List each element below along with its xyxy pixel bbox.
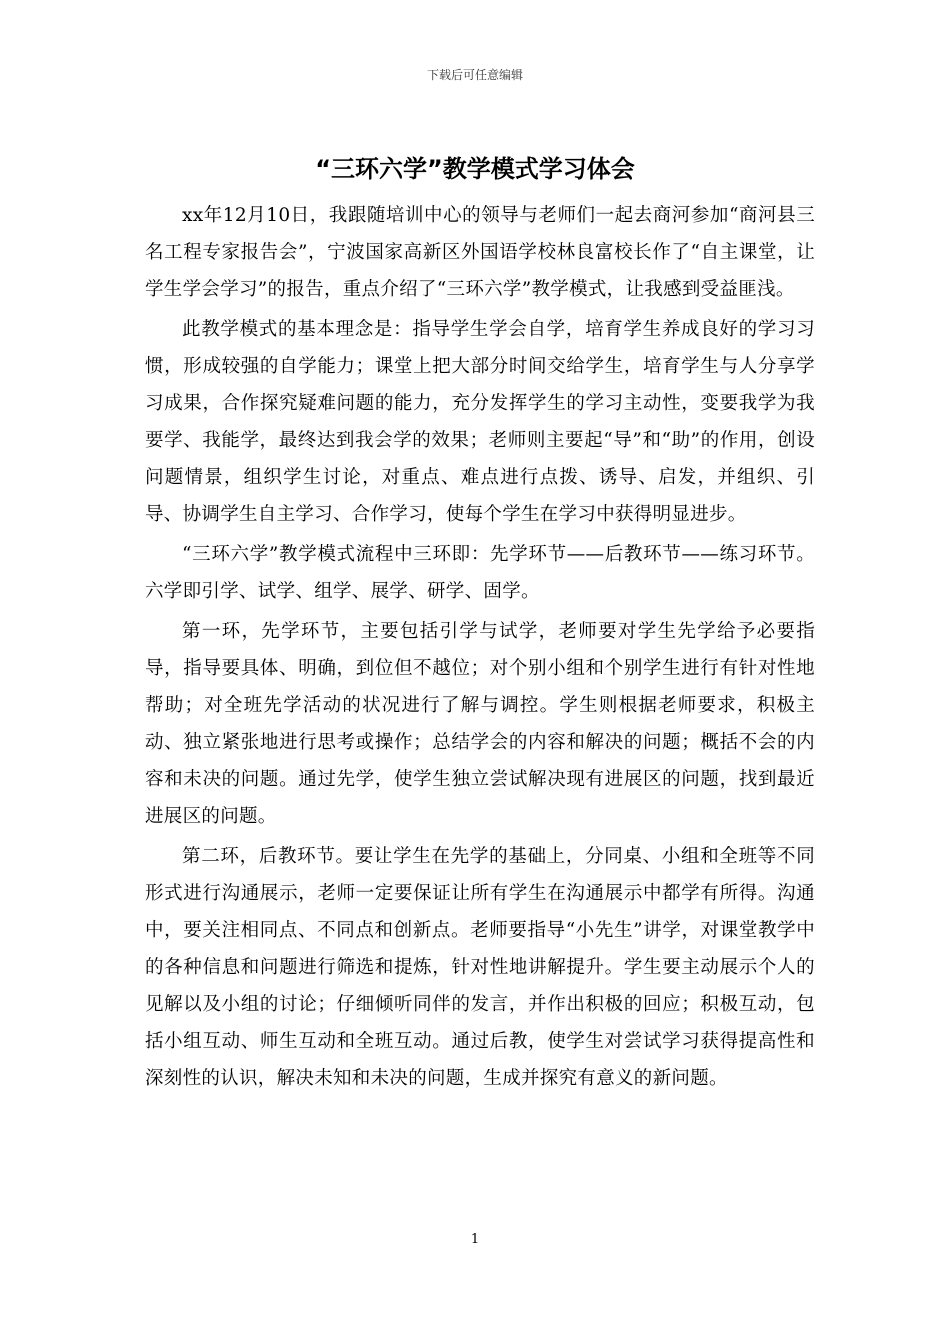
paragraph-3: “三环六学”教学模式流程中三环即：先学环节——后教环节——练习环节。六学即引学、试学、组学、展学、研学、固学。 xyxy=(145,544,815,602)
paragraph-4: 第一环，先学环节，主要包括引学与试学，老师要对学生先学给予必要指导，指导要具体、明确，到位但不越位；对个别小组和个别学生进行有针对性地帮助；对全班先学活动的状况进行了解与调控。学生则根据老师要求，积极主动、独立紧张地进行思考或操作；总结学会的内容和解决的问题；概括不会的内容和未决的问题。通过先学，使学生独立尝试解决现有进展区的问题，找到最近进展区的问题。 xyxy=(145,621,815,827)
document-title: “三环六学”教学模式学习体会 xyxy=(315,155,635,183)
paragraph-1: xx年12月10日，我跟随培训中心的领导与老师们一起去商河参加“商河县三名工程专家报告会”，宁波国家高新区外国语学校林良富校长作了“自主课堂，让学生学会学习”的报告，重点介绍了“三环六学”教学模式，让我感到受益匪浅。 xyxy=(145,205,815,300)
paragraph-2: 此教学模式的基本理念是：指导学生学会自学，培育学生养成良好的学习习惯，形成较强的自学能力；课堂上把大部分时间交给学生，培育学生与人分享学习成果，合作探究疑难问题的能力，充分发挥学生的学习主动性，变要我学为我要学、我能学，最终达到我会学的效果；老师则主要起“导”和“助”的作用，创设问题情景，组织学生讨论，对重点、难点进行点拨、诱导、启发，并组织、引导、协调学生自主学习、合作学习，使每个学生在学习中获得明显进步。 xyxy=(145,319,815,525)
page-header: 下载后可任意编辑 xyxy=(426,68,523,82)
document-body xyxy=(145,197,815,1100)
paragraph-5: 第二环，后教环节。要让学生在先学的基础上，分同桌、小组和全班等不同形式进行沟通展示，老师一定要保证让所有学生在沟通展示中都学有所得。沟通中，要关注相同点、不同点和创新点。老师要指导“小先生”讲学，对课堂教学中的各种信息和问题进行筛选和提炼，针对性地讲解提升。学生要主动展示个人的见解以及小组的讨论；仔细倾听同伴的发言，并作出积极的回应；积极互动，包括小组互动、师生互动和全班互动。通过后教，使学生对尝试学习获得提高性和深刻性的认识，解决未知和未决的问题，生成并探究有意义的新问题。 xyxy=(145,846,815,1089)
page-number: 1 xyxy=(470,1232,480,1247)
